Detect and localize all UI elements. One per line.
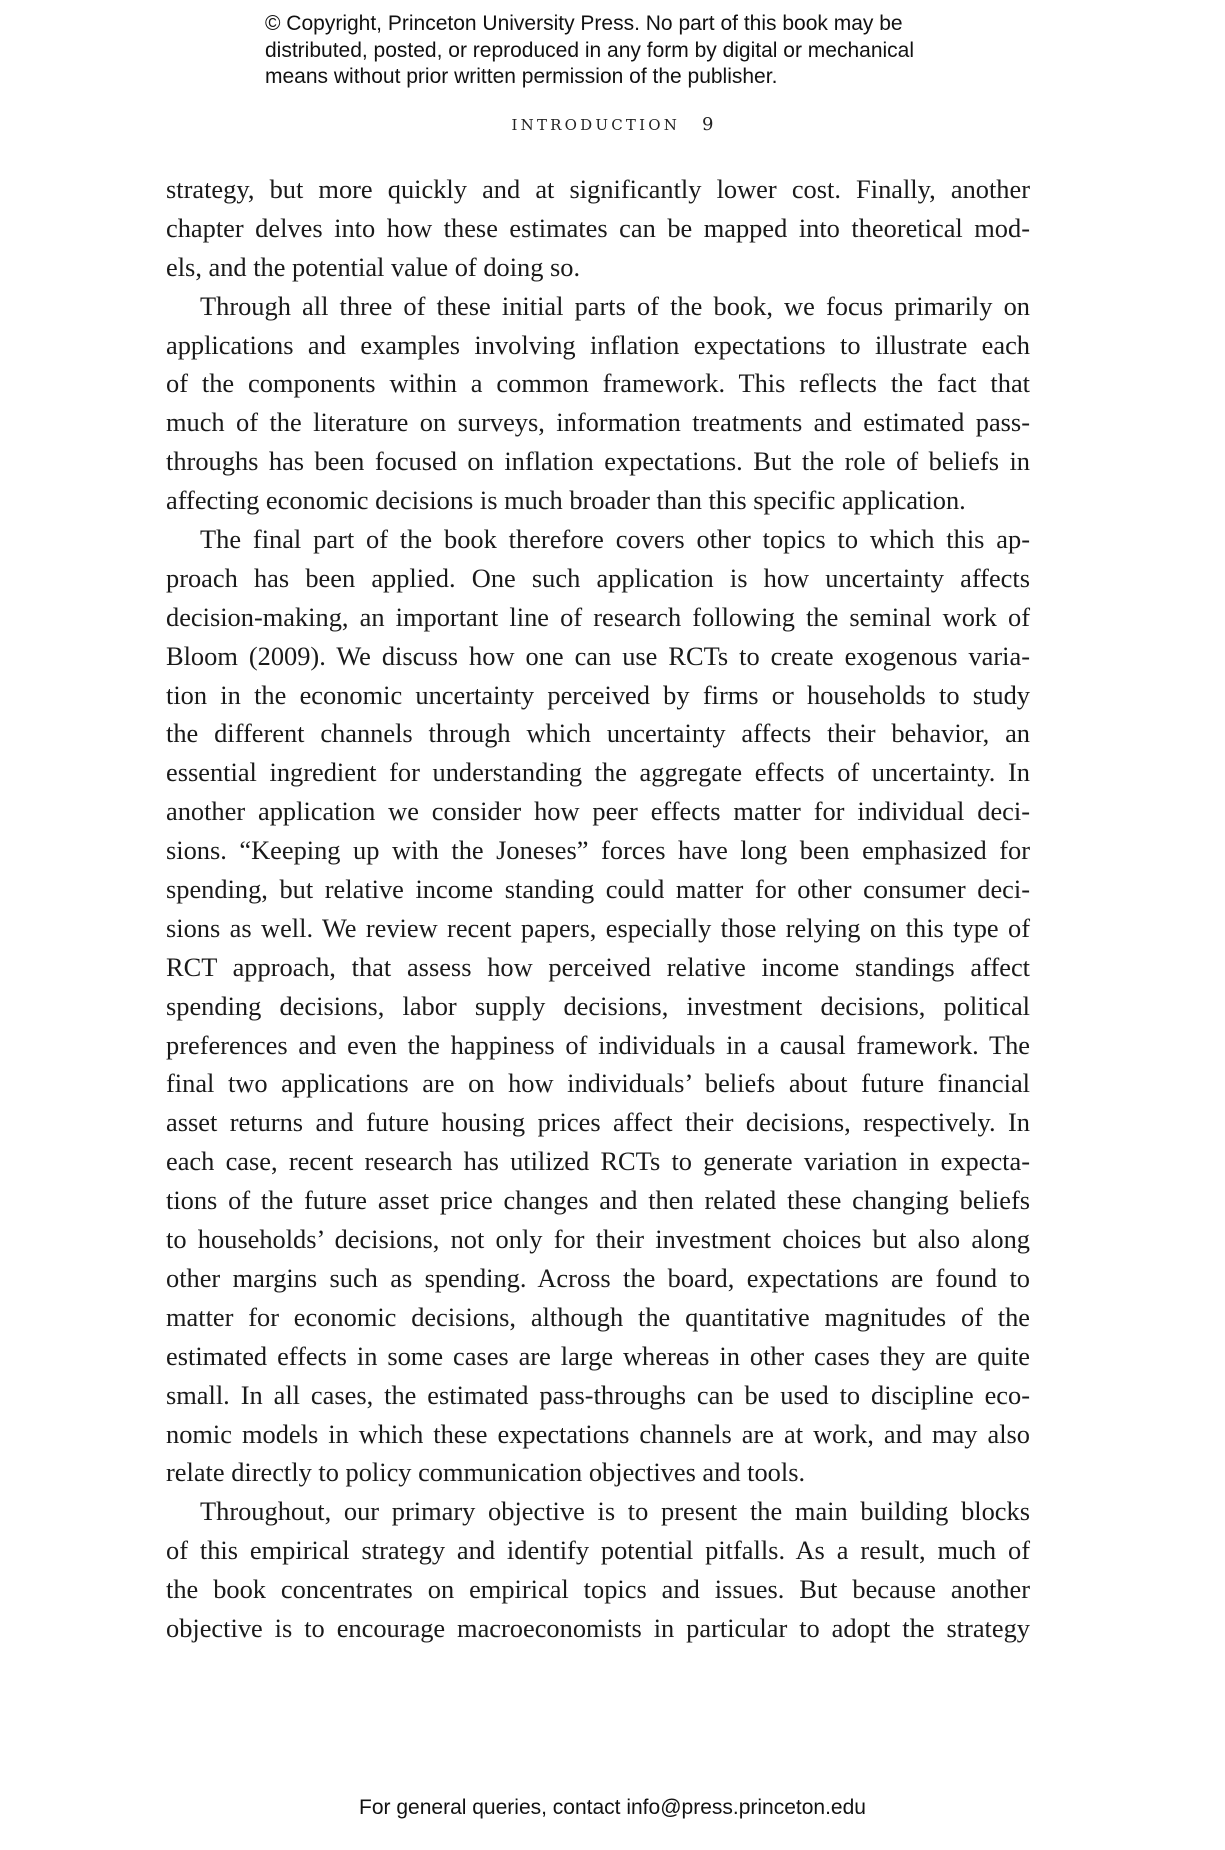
text-line: of this empirical strategy and identify potential pitfalls. As a result, much of [166, 1535, 1030, 1566]
text-line: tions of the future asset price changes and then related these changing beliefs [166, 1185, 1030, 1216]
text-line: sions as well. We review recent papers, especially those relying on this type of [166, 912, 1030, 943]
paragraph-first-line: Through all three of these initial parts of the book, we focus primarily on [200, 290, 1030, 321]
text-line: proach has been applied. One such application is how uncertainty affects [166, 562, 1030, 593]
text-line: final two applications are on how individuals’ beliefs about future financial [166, 1068, 1030, 1099]
text-line: spending decisions, labor supply decisions, investment decisions, political [166, 990, 1030, 1021]
text-line: another application we consider how peer effects matter for individual deci- [166, 796, 1030, 827]
text-line: much of the literature on surveys, information treatments and estimated pass- [166, 407, 1030, 438]
text-line: nomic models in which these expectations channels are at work, and may also [166, 1418, 1030, 1449]
text-line: relate directly to policy communication objectives and tools. [166, 1457, 806, 1488]
text-line: objective is to encourage macroeconomists in particular to adopt the strategy [166, 1612, 1030, 1643]
text-line: matter for economic decisions, although the quantitative magnitudes of the [166, 1301, 1030, 1332]
text-line: sions. “Keeping up with the Joneses” forces have long been emphasized for [166, 835, 1030, 866]
text-line: throughs has been focused on inflation expectations. But the role of beliefs in [166, 446, 1030, 477]
text-line: other margins such as spending. Across the board, expectations are found to [166, 1262, 1030, 1293]
text-line: each case, recent research has utilized RCTs to generate variation in expecta- [166, 1146, 1030, 1177]
text-line: to households’ decisions, not only for their investment choices but also along [166, 1224, 1030, 1255]
text-line: applications and examples involving inflation expectations to illustrate each [166, 329, 1030, 360]
text-line: spending, but relative income standing could matter for other consumer deci- [166, 874, 1030, 905]
copyright-line: distributed, posted, or reproduced in any form by digital or mechanical [265, 38, 915, 62]
text-line: decision-making, an important line of research following the seminal work of [166, 601, 1030, 632]
running-head [0, 114, 1225, 135]
text-line: asset returns and future housing prices affect their decisions, respectively. In [166, 1107, 1030, 1138]
chapter-title: INTRODUCTION [511, 116, 681, 134]
text-line: strategy, but more quickly and at significantly lower cost. Finally, another [166, 174, 1030, 204]
text-line: of the components within a common framework. This reflects the fact that [166, 368, 1030, 399]
paragraph-first-line: The final part of the book therefore covers other topics to which this ap- [200, 524, 1030, 555]
copyright-notice [265, 11, 1025, 91]
page-number: 9 [702, 114, 714, 135]
text-line: preferences and even the happiness of individuals in a causal framework. The [166, 1029, 1030, 1060]
text-line: tion in the economic uncertainty perceived by firms or households to study [166, 679, 1030, 710]
text-line: the book concentrates on empirical topics and issues. But because another [166, 1574, 1030, 1605]
footer-contact: For general queries, contact info@press.princeton.edu [359, 1796, 866, 1819]
text-line: estimated effects in some cases are large whereas in other cases they are quite [166, 1340, 1030, 1371]
copyright-line: © Copyright, Princeton University Press. No part of this book may be [265, 12, 903, 35]
text-line: Bloom (2009). We discuss how one can use RCTs to create exogenous varia- [166, 640, 1030, 671]
text-line: the different channels through which uncertainty affects their behavior, an [166, 718, 1030, 749]
text-line: affecting economic decisions is much broader than this specific application. [166, 485, 966, 516]
text-line: chapter delves into how these estimates can be mapped into theoretical mod- [166, 212, 1030, 243]
text-line: els, and the potential value of doing so. [166, 251, 581, 282]
copyright-line: means without prior written permission of the publisher. [265, 65, 778, 88]
text-line: small. In all cases, the estimated pass-throughs can be used to discipline eco- [166, 1379, 1030, 1410]
paragraph-first-line: Throughout, our primary objective is to present the main building blocks [200, 1496, 1030, 1527]
text-line: essential ingredient for understanding the aggregate effects of uncertainty. In [166, 757, 1030, 788]
text-line: RCT approach, that assess how perceived relative income standings affect [166, 951, 1030, 982]
body-text [166, 170, 1030, 1648]
